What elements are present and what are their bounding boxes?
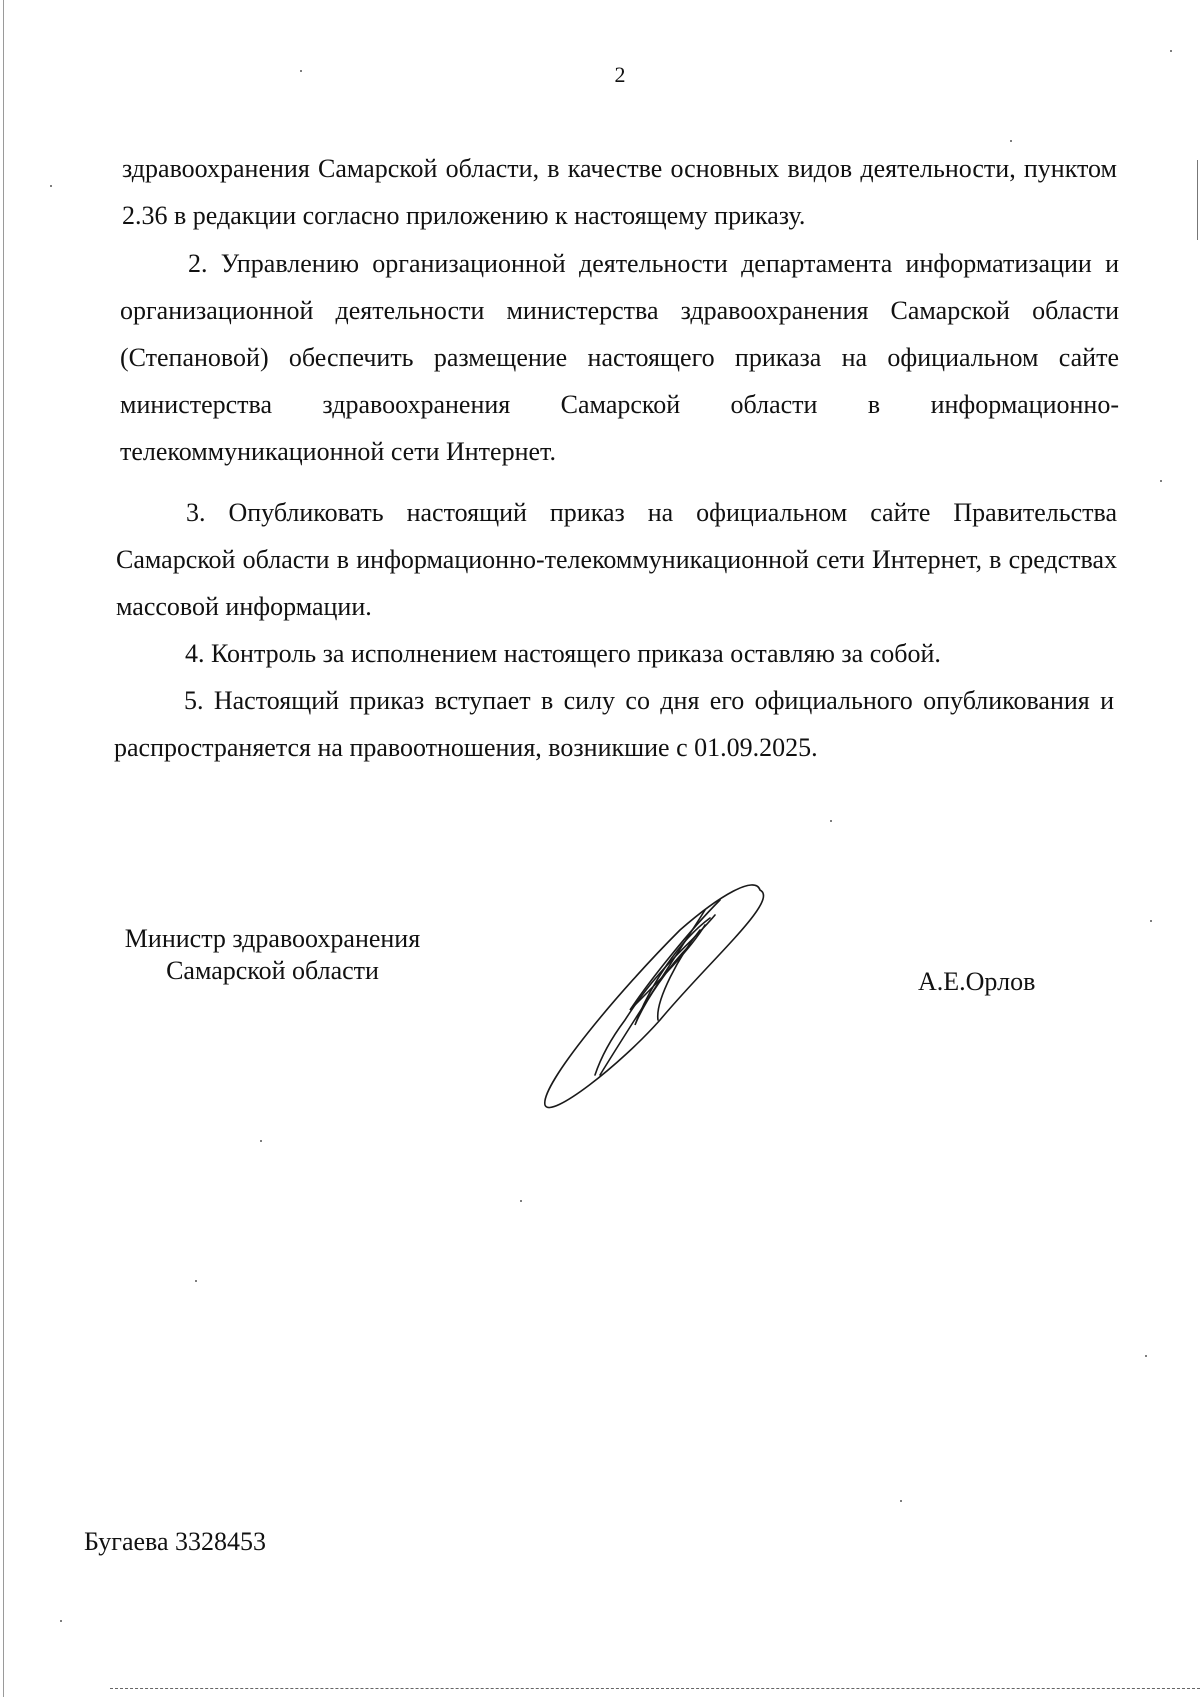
scan-edge-left xyxy=(3,0,4,1697)
scan-speck xyxy=(1160,480,1162,482)
scan-speck xyxy=(300,70,302,72)
signer-title-line-2: Самарской области xyxy=(166,956,379,985)
scan-edge-bottom xyxy=(110,1688,1200,1689)
scan-speck xyxy=(50,185,52,187)
scan-speck xyxy=(60,1620,62,1622)
signer-title-line-1: Министр здравоохранения xyxy=(124,924,421,953)
paragraph-item-2: 2. Управлению организационной деятельности департамента информатизации и организационной деятельности министерства здравоохранения Самарской области (Степановой) обеспечить размещение настоящего приказа на официальном сайте министерства здравоохранения Самарской области в информационно-телекоммуникационной сети Интернет. xyxy=(120,249,1119,466)
scan-speck xyxy=(1010,140,1012,142)
scan-speck xyxy=(900,1500,902,1502)
scan-speck xyxy=(1145,1355,1147,1357)
paragraph-item-5: 5. Настоящий приказ вступает в силу со дня его официального опубликования и распространяется на правоотношения, возникшие с 01.09.2025. xyxy=(114,686,1114,762)
paragraph-continuation: здравоохранения Самарской области, в качестве основных видов деятельности, пунктом 2.36 в редакции согласно приложению к настоящему приказу. xyxy=(122,154,1117,230)
paragraph-item-4: 4. Контроль за исполнением настоящего приказа оставляю за собой. xyxy=(185,639,941,668)
scan-speck xyxy=(830,820,832,822)
page-number: 2 xyxy=(614,62,626,87)
handwritten-signature xyxy=(530,870,780,1120)
paragraph-item-3: 3. Опубликовать настоящий приказ на официальном сайте Правительства Самарской области в информационно-телекоммуникационной сети Интернет, в средствах массовой информации. xyxy=(116,498,1117,621)
scan-speck xyxy=(195,1280,197,1282)
executor-contact: Бугаева 3328453 xyxy=(84,1527,266,1556)
signer-title xyxy=(105,923,440,987)
scan-edge-right xyxy=(1197,160,1198,240)
scan-speck xyxy=(520,1200,522,1202)
scan-speck xyxy=(260,1140,262,1142)
scan-speck xyxy=(1170,50,1172,52)
signer-name: А.Е.Орлов xyxy=(918,967,1036,996)
scan-speck xyxy=(1150,920,1152,922)
